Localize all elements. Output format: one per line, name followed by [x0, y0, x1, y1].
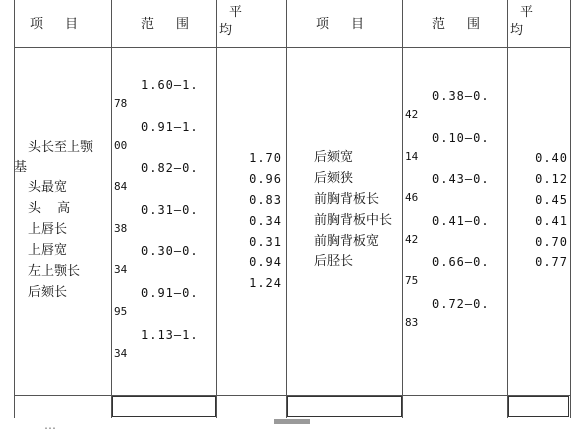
- column-divider-2: [216, 0, 217, 418]
- cut-off-footer-text: …: [44, 418, 56, 432]
- list-item: 前胸背板长: [314, 191, 380, 207]
- list-item: 0.12: [535, 171, 568, 186]
- header-range-right: 范围: [432, 17, 503, 32]
- header-avg-right: 平均: [510, 5, 534, 38]
- list-item: 0.70: [535, 234, 568, 249]
- list-item: 后胫长: [314, 254, 354, 270]
- header-item-left: 项目: [30, 17, 101, 32]
- empty-cell-range-left: [112, 396, 216, 417]
- list-item: 前胸背板宽: [314, 233, 380, 249]
- list-item: 后颏狭: [314, 170, 354, 186]
- list-item: 0.96: [249, 171, 282, 186]
- list-item: 头长至上颚基: [14, 140, 94, 175]
- column-divider-1: [111, 0, 112, 418]
- list-item: 后颏宽: [314, 150, 354, 165]
- list-item: 0.94: [249, 255, 282, 270]
- right-item-list: [314, 148, 392, 273]
- column-divider-4: [402, 0, 403, 418]
- list-item: 后颏长: [28, 284, 68, 300]
- empty-cell-avg-right: [508, 396, 569, 417]
- list-item: 0.45: [535, 192, 568, 207]
- list-item: 0.77: [535, 255, 568, 270]
- list-item: 0.40: [535, 151, 568, 165]
- empty-cell-item-right: [287, 396, 402, 417]
- header-avg-left: 平均: [219, 5, 243, 38]
- header-item-right: 项目: [316, 17, 387, 32]
- header-separator: [14, 47, 571, 48]
- table-border-right: [570, 0, 571, 418]
- header-range-left: 范围: [141, 17, 212, 32]
- list-item: 0.31: [249, 234, 282, 249]
- list-item: 头最宽: [28, 180, 68, 195]
- list-item: 0.83: [249, 192, 282, 207]
- list-item: 0.41: [535, 213, 568, 228]
- right-average-list: [509, 148, 568, 273]
- scroll-thumb[interactable]: [274, 419, 310, 424]
- list-item: 0.34: [249, 213, 282, 228]
- list-item: 前胸背板中长: [314, 212, 393, 228]
- list-item: 上唇宽: [28, 242, 68, 258]
- column-divider-3: [286, 0, 287, 418]
- list-item: 1.70: [249, 151, 282, 165]
- list-item: 1.24: [249, 276, 282, 291]
- left-item-list: [14, 138, 111, 303]
- left-average-list: [218, 148, 282, 294]
- list-item: 左上颚长: [28, 263, 81, 279]
- list-item: 上唇长: [28, 221, 68, 237]
- list-item: 头 高: [28, 200, 77, 216]
- column-divider-5: [507, 0, 508, 418]
